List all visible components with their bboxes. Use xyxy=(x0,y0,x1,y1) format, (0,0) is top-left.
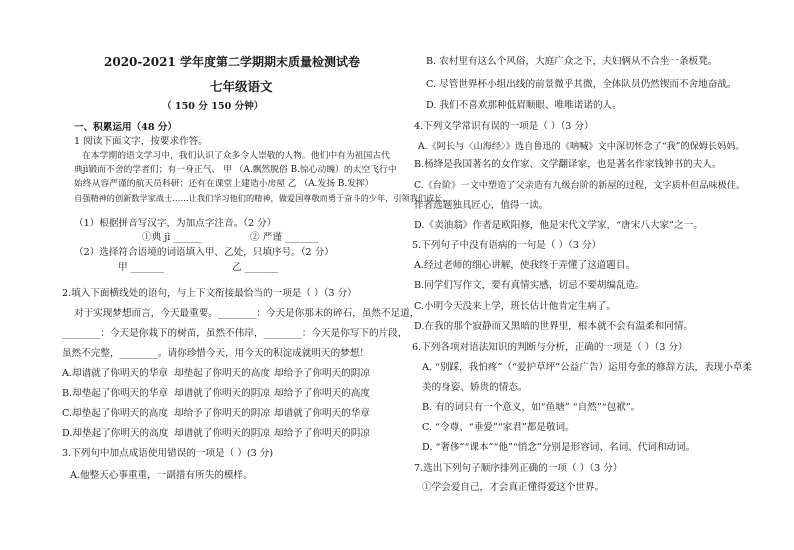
q4-option-b[interactable]: B.杨绛是我国著名的女作家、文学翻译家，也是著名作家钱钟书的夫人。 xyxy=(414,159,722,170)
q3-option-b[interactable]: B. 农村里有这么个风俗，大庭广众之下，夫妇俩从不合坐一条板凳。 xyxy=(426,56,718,67)
passage-line: 典jì锻而不舍的学者们；有一身正气、 甲 （A.飘然脱俗 B.惊心动魄）的太空飞行中 xyxy=(74,165,397,175)
q3-option-c[interactable]: C. 尽管世界杯小组出线的前景微乎其微，全体队员仍然锲而不舍地奋战。 xyxy=(426,79,737,90)
q6-stem: 6.下列各项对语法知识的判断与分析，正确的一项是（ ）（3 分） xyxy=(412,342,688,353)
q1-intro: 1 阅读下面文字，按要求作答。 xyxy=(74,136,208,147)
q1-sub2: （2）选择符合语境的词语填入甲、乙处，只填序号。（2 分） xyxy=(74,247,334,258)
q7-sentence: ①学会爱自己，才会真正懂得爱这个世界。 xyxy=(422,482,605,493)
passage-line: 在本学期的语文学习中，我们认识了众多令人崇敬的人物。他们中有为祖国古代 xyxy=(82,151,390,161)
score-line: （ 150 分 150 分钟） xyxy=(162,101,264,112)
q2-line: 虽然不完整，________。请你珍惜今天，用今天的积淀成就明天的梦想！ xyxy=(62,348,369,359)
q6-option-a[interactable]: A. “别踩，我怕疼”（“爱护草坪”公益广告）运用夸张的修辞方法，表现小草柔 xyxy=(422,362,753,373)
q2-line: ________：今天是你栽下的树苗，虽然不伟岸，________：今天是你写下的片段， xyxy=(62,328,408,339)
right-column xyxy=(412,0,784,550)
q5-option-c[interactable]: C.小明今天没来上学，班长估计他肯定生病了。 xyxy=(414,301,616,312)
q6-option-a-cont: 美的身姿、娇贵的情态。 xyxy=(422,382,528,393)
q2-option-a[interactable]: A.却谱就了你明天的华章 却垫起了你明天的高度 却给予了你明天的阴凉 xyxy=(62,368,370,379)
passage-line: 自强精神的创新数学家战士……让我们学习他们的精神，做爱国尊敬而勇于奋斗的少年，引领我们成长。 xyxy=(74,193,451,203)
q4-option-a[interactable]: A.《阿长与〈山海经〉》选自鲁迅的《呐喊》文中深切怀念了“我”的保姆长妈妈。 xyxy=(418,141,745,152)
q4-option-c[interactable]: C.《台阶》一文中塑造了父亲造有九级台阶的新屋的过程，文字质朴但品味极佳。 xyxy=(414,180,746,191)
q5-stem: 5.下列句子中没有语病的一句是（ ）（3 分） xyxy=(412,240,602,251)
q6-option-d[interactable]: D. “奢侈”“课本”“他”“悄念”分别是形容词、名词、代词和动词。 xyxy=(422,442,696,453)
q3-stem: 3.下列句中加点成语使用错误的一项是（ ）(3 分) xyxy=(62,448,274,459)
q3-option-a[interactable]: A.他整天心事重重，一副措有所失的模样。 xyxy=(70,470,253,481)
q2-stem: 2.填入下面横线处的语句，与上下文衔接最恰当的一项是（ ）（3 分） xyxy=(62,288,357,299)
q2-option-c[interactable]: C.却垫起了你明天的高度 却给予了你明天的阴凉 却谱就了你明天的华章 xyxy=(62,408,370,419)
q2-line: 对于实现梦想而言，今天最重要。________：今天是你那未的碎石，虽然不足道， xyxy=(74,308,420,319)
q6-option-c[interactable]: C. “令尊、“垂爱”“家君”都是敬词。 xyxy=(422,422,575,433)
q1-sub2-item: 乙 _______ xyxy=(232,262,279,273)
q7-stem: 7.选出下列句子顺序排列正确的一项（ ）（3 分） xyxy=(414,463,623,474)
section-heading: 一、积累运用（48 分） xyxy=(74,122,178,133)
q2-option-b[interactable]: B.却垫起了你明天的华章 却谱就了你明天的阴凉 却给予了你明天的高度 xyxy=(62,388,370,399)
q5-option-b[interactable]: B.同学们写作文，要有真情实感，切忌不要胡编乱造。 xyxy=(414,280,645,291)
q4-option-c-cont: 作者选题独具匠心，值得一读。 xyxy=(414,200,549,211)
q1-sub2-item: 甲 _______ xyxy=(118,262,165,273)
q5-option-d[interactable]: D.在我的那个寂静而又黑暗的世界里，根本就不会有温柔和同情。 xyxy=(414,321,694,332)
q1-sub1-item: ② 严谨 _______ xyxy=(250,232,319,243)
left-column xyxy=(52,0,451,550)
q5-option-a[interactable]: A.经过老师的细心讲解，使我终于弄懂了这道题目。 xyxy=(414,260,636,271)
q4-stem: 4.下列文学常识有误的一项是（ ）（3 分） xyxy=(414,121,594,132)
q6-option-b[interactable]: B. 有的词只有一个意义，如“鱼塘” “自然”“包袱”。 xyxy=(422,402,641,413)
q4-option-d[interactable]: D.《卖油翁》作者是欧阳修，他是宋代文学家，“唐宋八大家”之一。 xyxy=(414,220,703,231)
exam-subject: 七年级语文 xyxy=(210,79,273,94)
q1-sub1-item: ①典 jì ______ xyxy=(142,232,203,243)
q2-option-d[interactable]: D.却垫起了你明天的高度 却谱就了你明天的阴凉 却给予了你明天的阴凉 xyxy=(62,428,370,439)
passage-line: 始终从容严谨的航天员科研；还有在课堂上建造小房屋 乙 （A.发扬 B.发挥） xyxy=(74,179,374,189)
exam-title: 2020-2021 学年度第二学期期末质量检测试卷 xyxy=(104,55,360,69)
q3-option-d[interactable]: D. 我们不喜欢那种低眉顺眼、唯唯诺诺的人。 xyxy=(426,100,622,111)
q1-sub1: （1）根据拼音写汉字，为加点字注音。（2 分） xyxy=(74,218,277,229)
